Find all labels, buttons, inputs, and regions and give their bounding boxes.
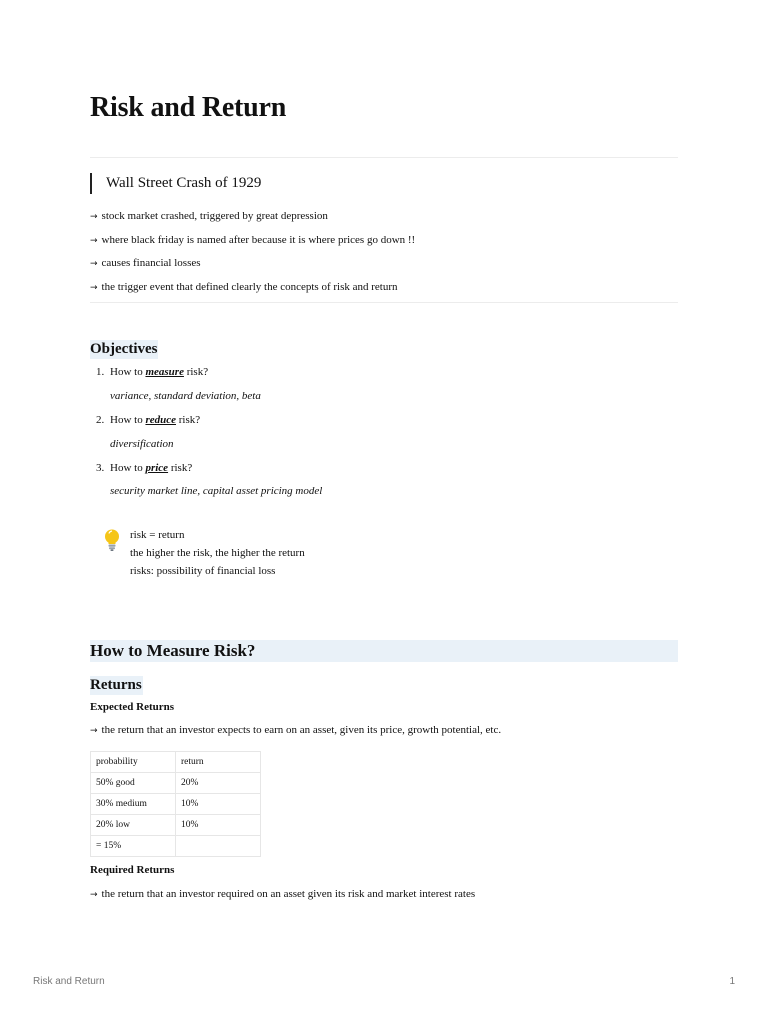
- table-row: [91, 815, 261, 836]
- crash-point-4: → the trigger event that defined clearly the concepts of risk and return: [90, 281, 398, 293]
- table-cell: = 15%: [91, 836, 176, 857]
- objective-item-2: 2. How to reduce risk?: [96, 414, 201, 426]
- expected-returns-heading: Expected Returns: [90, 701, 175, 713]
- crash-point-3: → causes financial losses: [90, 257, 201, 269]
- table-cell: return: [176, 752, 261, 773]
- table-cell: probability: [91, 752, 176, 773]
- crash-point-1: → stock market crashed, triggered by great depression: [90, 210, 328, 222]
- table-cell: 20% low: [91, 815, 176, 836]
- objective-detail-1: variance, standard deviation, beta: [110, 390, 261, 402]
- section-heading-bar: [90, 640, 678, 662]
- callout-line: risk = return: [130, 529, 185, 541]
- page-number: 1: [729, 976, 735, 987]
- objective-item-3: 3. How to price risk?: [96, 462, 193, 474]
- objectives-heading: Objectives: [90, 341, 158, 357]
- arrow-icon: →: [90, 283, 98, 293]
- required-returns-text: → the return that an investor required on an asset given its risk and market interest rates: [90, 888, 476, 900]
- lightbulb-icon: [102, 528, 122, 552]
- quote-block: Wall Street Crash of 1929: [90, 173, 261, 194]
- section-heading: How to Measure Risk?: [90, 641, 256, 660]
- table-cell: 50% good: [91, 773, 176, 794]
- page-title: Risk and Return: [90, 92, 287, 123]
- table-row: [91, 836, 261, 857]
- table-row: [91, 773, 261, 794]
- table-cell: 10%: [176, 815, 261, 836]
- table-row: [91, 794, 261, 815]
- arrow-icon: →: [90, 259, 98, 269]
- divider: [90, 157, 678, 158]
- divider: [90, 302, 678, 303]
- callout-line: risks: possibility of financial loss: [130, 565, 276, 577]
- table-cell: 20%: [176, 773, 261, 794]
- expected-returns-text: → the return that an investor expects to earn on an asset, given its price, growth potential, etc.: [90, 724, 502, 736]
- expected-returns-table: [90, 751, 261, 857]
- returns-heading: Returns: [90, 677, 142, 693]
- arrow-icon: →: [90, 890, 98, 900]
- arrow-icon: →: [90, 236, 98, 246]
- arrow-icon: →: [90, 726, 98, 736]
- objective-detail-2: diversification: [110, 438, 174, 450]
- table-header-row: [91, 752, 261, 773]
- table-cell: 30% medium: [91, 794, 176, 815]
- arrow-icon: →: [90, 212, 98, 222]
- footer-title: Risk and Return: [33, 976, 105, 987]
- table-cell: [176, 836, 261, 857]
- callout-box: [90, 524, 678, 586]
- objective-detail-3: security market line, capital asset pricing model: [110, 485, 323, 497]
- callout-line: the higher the risk, the higher the return: [130, 547, 305, 559]
- objective-item-1: 1. How to measure risk?: [96, 366, 209, 378]
- table-cell: 10%: [176, 794, 261, 815]
- crash-point-2: → where black friday is named after because it is where prices go down !!: [90, 234, 416, 246]
- required-returns-heading: Required Returns: [90, 864, 175, 876]
